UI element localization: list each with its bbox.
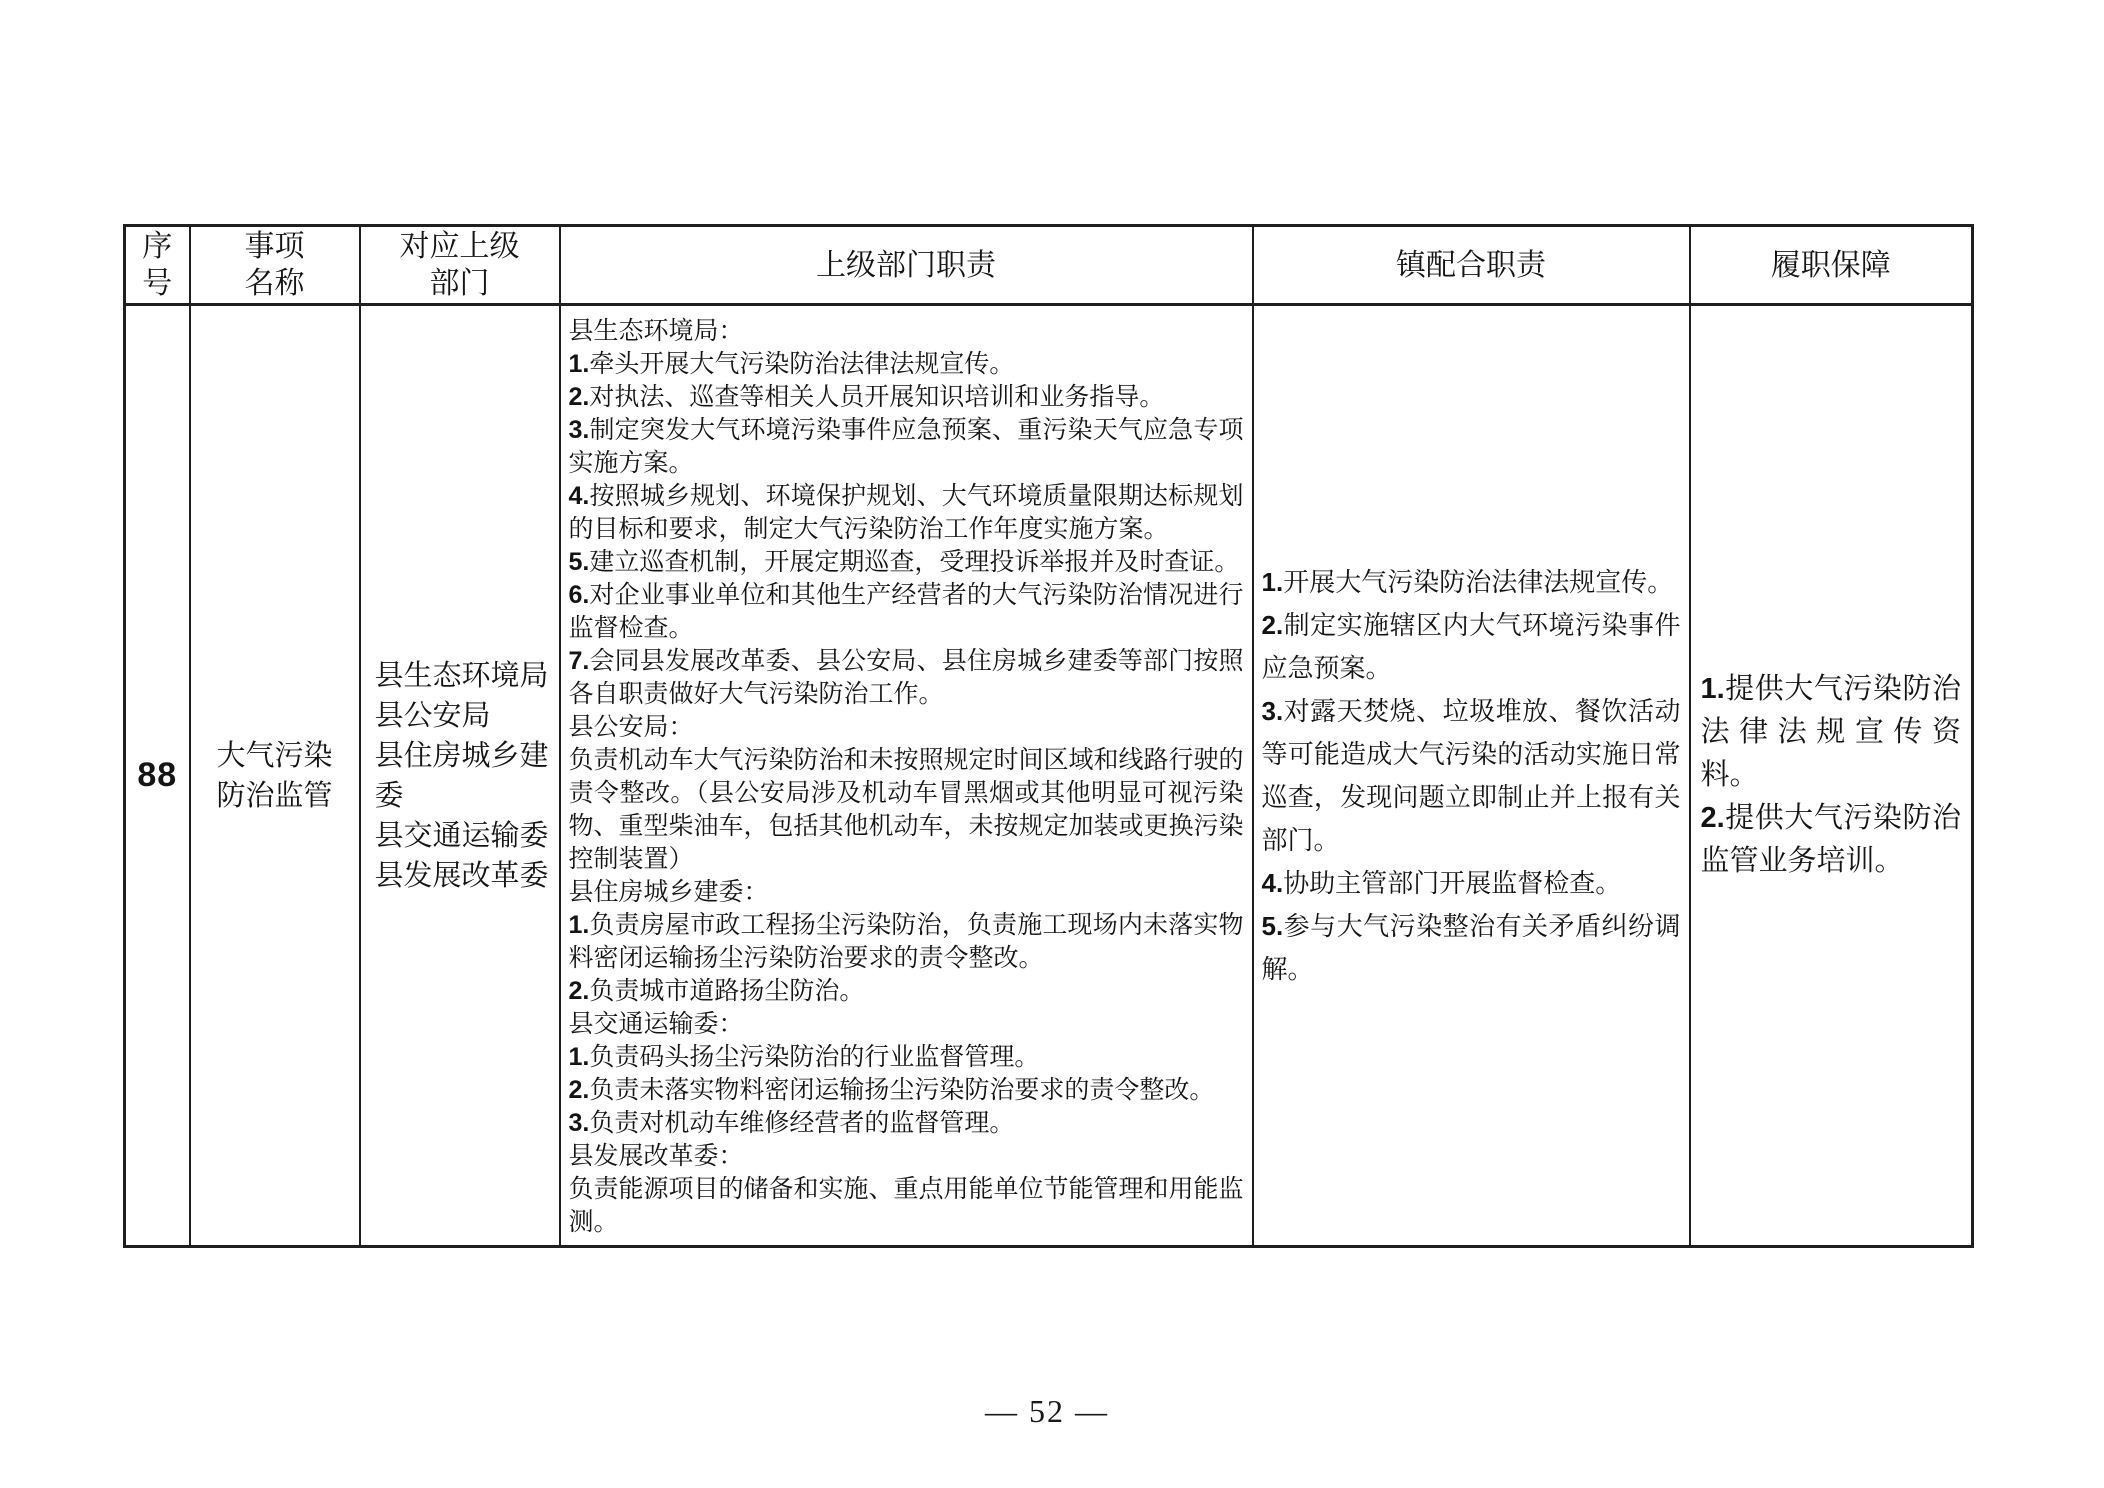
column-header-town-duties bbox=[1253, 226, 1690, 305]
column-header-superior-departments bbox=[360, 226, 560, 305]
superior-duty-section-heading: 县住房城乡建委： bbox=[568, 879, 769, 906]
superior-duty-item: 7.会同县发展改革委、县公安局、县住房城乡建委等部门按照各自职责做好大气污染防治工作。 bbox=[568, 647, 1244, 708]
header-line: 上级部门职责 bbox=[816, 248, 996, 282]
department-item: 县住房城乡建委 bbox=[374, 739, 549, 812]
guarantee-item: 2.提供大气污染防治监管业务培训。 bbox=[1700, 802, 1961, 877]
town-duties-content bbox=[1262, 561, 1681, 991]
departments-list bbox=[375, 656, 551, 896]
superior-duty-item: 2.负责未落实物料密闭运输扬尘污染防治要求的责令整改。 bbox=[568, 1076, 1215, 1104]
header-line: 号 bbox=[142, 267, 173, 300]
superior-duty-section-heading: 县交通运输委： bbox=[568, 1011, 744, 1038]
header-line: 名称 bbox=[244, 267, 305, 300]
header-line: 履职保障 bbox=[1770, 248, 1891, 282]
superior-duty-item: 1.牵头开展大气污染防治法律法规宣传。 bbox=[568, 350, 1015, 378]
table-row bbox=[125, 305, 1973, 1247]
item-number: 2. bbox=[1261, 609, 1284, 640]
item-number: 5. bbox=[568, 548, 590, 576]
superior-duty-item: 1.负责码头扬尘污染防治的行业监督管理。 bbox=[568, 1043, 1040, 1071]
guarantee-content bbox=[1701, 668, 1962, 883]
item-number: 4. bbox=[568, 482, 590, 510]
town-duty-item: 2.制定实施辖区内大气环境污染事件应急预案。 bbox=[1261, 609, 1681, 683]
superior-duty-item: 1.负责房屋市政工程扬尘污染防治，负责施工现场内未落实物料密闭运输扬尘污染防治要求的责令整改。 bbox=[568, 911, 1244, 972]
item-number: 1. bbox=[1261, 566, 1284, 597]
superior-duty-section-heading: 县发展改革委： bbox=[568, 1143, 744, 1170]
item-number: 2. bbox=[568, 383, 590, 411]
town-duty-item: 5.参与大气污染整治有关矛盾纠纷调解。 bbox=[1261, 910, 1681, 984]
department-item: 县发展改革委 bbox=[374, 859, 549, 892]
item-number: 7. bbox=[568, 647, 590, 675]
row-item-name: 大气污染防治监管 bbox=[190, 305, 360, 1247]
row-guarantee bbox=[1690, 305, 1973, 1247]
item-number: 3. bbox=[568, 1109, 590, 1137]
page-number: — 52 — bbox=[985, 1393, 1109, 1429]
item-number: 6. bbox=[568, 581, 590, 609]
department-item: 县交通运输委 bbox=[374, 819, 549, 852]
superior-duty-item: 2.对执法、巡查等相关人员开展知识培训和业务指导。 bbox=[568, 383, 1165, 411]
department-item: 县公安局 bbox=[374, 699, 491, 732]
header-line: 部门 bbox=[429, 267, 490, 300]
column-header-item-name bbox=[190, 226, 360, 305]
superior-duty-section-heading: 县生态环境局： bbox=[568, 318, 744, 345]
item-number: 1. bbox=[568, 1043, 590, 1071]
row-town-duties bbox=[1253, 305, 1690, 1247]
table-header-row bbox=[125, 226, 1973, 305]
item-number: 1. bbox=[1700, 673, 1725, 705]
superior-duty-item: 负责机动车大气污染防治和未按照规定时间区域和线路行驶的责令整改。（县公安局涉及机动车冒黑烟或其他明显可视污染物、重型柴油车，包括其他机动车，未按规定加装或更换污染控制装置） bbox=[568, 747, 1244, 873]
header-line: 事项 bbox=[244, 230, 305, 263]
superior-duty-section-heading: 县公安局： bbox=[568, 714, 694, 741]
superior-duty-item: 6.对企业事业单位和其他生产经营者的大气污染防治情况进行监督检查。 bbox=[568, 581, 1244, 642]
header-line: 序 bbox=[142, 230, 173, 263]
town-duty-item: 3.对露天焚烧、垃圾堆放、餐饮活动等可能造成大气污染的活动实施日常巡查，发现问题立即制止并上报有关部门。 bbox=[1261, 695, 1681, 855]
item-number: 3. bbox=[568, 416, 590, 444]
row-superior-duties bbox=[560, 305, 1253, 1247]
item-number: 5. bbox=[1261, 910, 1284, 941]
town-duty-item: 4.协助主管部门开展监督检查。 bbox=[1261, 867, 1622, 898]
department-item: 县生态环境局 bbox=[374, 659, 549, 692]
superior-duty-item: 2.负责城市道路扬尘防治。 bbox=[568, 977, 865, 1005]
town-duty-item: 1.开展大气污染防治法律法规宣传。 bbox=[1261, 566, 1674, 597]
superior-duty-item: 3.制定突发大气环境污染事件应急预案、重污染天气应急专项实施方案。 bbox=[568, 416, 1244, 477]
responsibility-table bbox=[123, 224, 1974, 1248]
column-header-superior-duties bbox=[560, 226, 1253, 305]
item-number: 1. bbox=[568, 350, 590, 378]
item-number: 4. bbox=[1261, 867, 1284, 898]
item-number: 1. bbox=[568, 911, 590, 939]
row-seq-number: 88 bbox=[125, 305, 190, 1247]
superior-duty-item: 5.建立巡查机制，开展定期巡查，受理投诉举报并及时查证。 bbox=[568, 548, 1240, 576]
item-number: 2. bbox=[568, 977, 590, 1005]
superior-duty-item: 4.按照城乡规划、环境保护规划、大气环境质量限期达标规划的目标和要求，制定大气污染防治工作年度实施方案。 bbox=[568, 482, 1244, 543]
item-number: 2. bbox=[1700, 802, 1725, 834]
item-number: 2. bbox=[568, 1076, 590, 1104]
header-line: 镇配合职责 bbox=[1396, 248, 1546, 282]
superior-duties-content bbox=[569, 315, 1244, 1239]
header-line: 对应上级 bbox=[399, 230, 520, 263]
column-header-guarantee bbox=[1690, 226, 1973, 305]
superior-duty-item: 3.负责对机动车维修经营者的监督管理。 bbox=[568, 1109, 1015, 1137]
superior-duty-item: 负责能源项目的储备和实施、重点用能单位节能管理和用能监测。 bbox=[568, 1176, 1244, 1236]
guarantee-item: 1.提供大气污染防治法律法规宣传资料。 bbox=[1700, 673, 1961, 791]
item-number: 3. bbox=[1261, 695, 1284, 726]
row-superior-departments bbox=[360, 305, 560, 1247]
column-header-seq bbox=[125, 226, 190, 305]
